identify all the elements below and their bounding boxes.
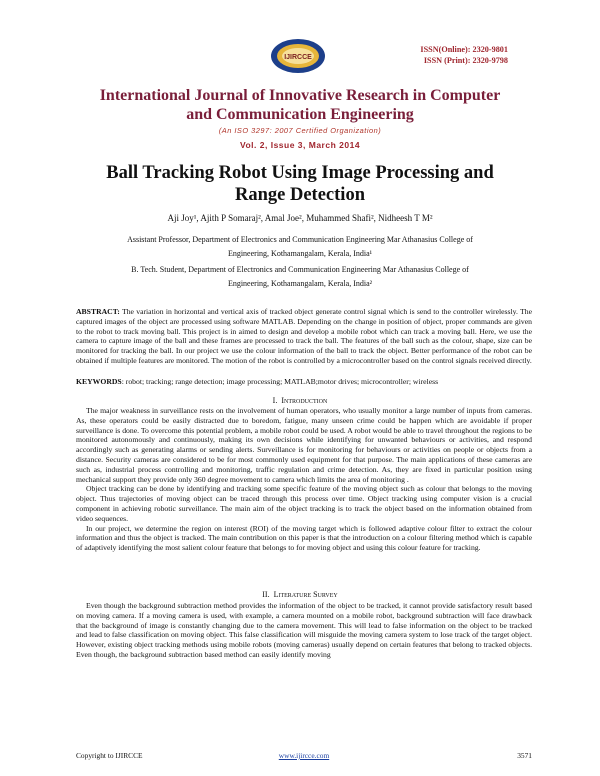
keywords-text: : robot; tracking; range detection; image processing; MATLAB;motor drives; microcontroller; wireless xyxy=(121,377,439,386)
affiliation-2-line1: B. Tech. Student, Department of Electronics and Communication Engineering Mar Athanasius College of xyxy=(131,265,469,274)
affiliation-1 xyxy=(108,233,492,261)
keywords-label: KEYWORDS xyxy=(76,377,122,386)
paragraph: Object tracking can be done by identifying and tracking some specific feature of the moving object such as colour that belongs to the moving object. Thus trajectories of moving object can be traced through this process over time. Object tracking using computer vision is a crucial component in achieving robotic surveillance. The main aim of the object tracking is to track the object based on the information obtained from video sequences. xyxy=(76,484,532,523)
journal-title xyxy=(70,86,530,124)
paper-title-line1: Ball Tracking Robot Using Image Processing and xyxy=(106,163,494,183)
paragraph: In our project, we determine the region on interest (ROI) of the moving target which is followed adaptive colour filter to extract the colour information and thus the object is tracked. The main contribution on this paper is that the introduction on a colour filtering method which is capable of adaptively identifying the most salient colour feature that belongs to for moving object and using this colour feature for tracking. xyxy=(76,523,532,553)
affiliation-2-line2: Engineering, Kothamangalam, Kerala, India² xyxy=(227,279,373,288)
literature-survey-body xyxy=(76,601,532,660)
section-heading-literature-survey xyxy=(0,590,600,599)
section-title: Literature Survey xyxy=(273,590,338,599)
affiliation-2 xyxy=(108,263,492,291)
section-title: Introduction xyxy=(281,396,328,405)
paragraph: The major weakness in surveillance rests on the involvement of human operators, who usually monitor a large number of inputs from cameras. As, these operators could be easily distracted due to boredom, fatigue, many unseen crime could be happen which are avoidable if proper surveillance is done. To overcome this potential problem, a mobile robot could be used. A robot would be able to travel throughout the regions to be monitored autonomously and continuously, making its own decisions while identifying for unwanted behaviours or activities, and respond accordingly such as generating alarms or sending alerts. Surveillance is for monitoring for behaviours or activities on people or objects from a distance. Security cameras are considered to be for most commonly used equipment for that purpose. The main applications of these cameras are such as, industrial process controlling and monitoring, traffic regulation and crime detection. As, they are fixed in particular position using mechanical support they provide only 360 degree movement to camera which limits the area of monitoring . xyxy=(76,406,532,484)
section-number: II. xyxy=(262,590,270,599)
section-heading-introduction xyxy=(0,396,600,405)
abstract xyxy=(76,307,532,366)
journal-title-line2: and Communication Engineering xyxy=(186,106,414,123)
affiliation-1-line1: Assistant Professor, Department of Electronics and Communication Engineering Mar Athanasius College of xyxy=(127,235,473,244)
abstract-label: ABSTRACT: xyxy=(76,307,120,316)
author-list: Aji Joy¹, Ajith P Somaraj², Amal Joe², Muhammed Shafi², Nidheesh T M² xyxy=(167,213,433,223)
iso-certification: (An ISO 3297: 2007 Certified Organization) xyxy=(218,126,382,135)
section-number: I. xyxy=(272,396,278,405)
page-number: 3571 xyxy=(517,751,532,760)
journal-logo xyxy=(268,36,328,76)
paper-title-line2: Range Detection xyxy=(235,185,365,205)
abstract-text: The variation in horizontal and vertical axis of tracked object generate control signal which is send to the controller wirelessly. The captured images of the object are processed using software MATLAB. Depending on the change in position of object, proper commands are given to the robot to track moving ball. This project is in aimed to design and develop a mobile robot which can track a moving ball. Here, we use the camera to capture image of the ball and these frames are processed to track the ball. The features of the ball such as the colour, shape, size can be monitored for tracking the ball. In our project we use the colour information of the ball to track the object. Better performance of the robot can be obtained if multiple features are monitored. The motion of the robot is controlled by a microcontroller based on the control signals received directly. xyxy=(76,307,532,365)
paper-title xyxy=(60,162,540,206)
keywords xyxy=(76,377,532,387)
paragraph: Even though the background subtraction method provides the information of the object to be tracked, it cannot provide satisfactory result based on moving camera. If a moving camera is used, with example, a camera mounted on a mobile robot, background subtraction will face drawback that the background of image is constantly changing due to the camera movement. This will lead to false information on the object to be tracked and lead to false classification on moving object. This false classification will misguide the moving camera system to lose track of the target object. However, existing object tracking methods using mobile robots (moving cameras) usually depend on certain features that belong to tracked objects. Even though, the background subtraction based method can easily identify moving xyxy=(76,601,532,659)
introduction-body xyxy=(76,406,532,553)
issn-print: ISSN (Print): 2320-9798 xyxy=(423,56,508,65)
volume-issue: Vol. 2, Issue 3, March 2014 xyxy=(239,140,361,150)
footer-website-link[interactable]: www.ijircce.com xyxy=(278,751,330,760)
issn-online: ISSN(Online): 2320-9801 xyxy=(420,45,508,54)
affiliation-1-line2: Engineering, Kothamangalam, Kerala, India¹ xyxy=(227,249,373,258)
logo-text: IJIRCCE xyxy=(284,54,312,61)
journal-title-line1: International Journal of Innovative Research in Computer xyxy=(99,87,501,104)
issn-block xyxy=(420,44,508,66)
footer-copyright: Copyright to IJIRCCE xyxy=(76,751,143,760)
